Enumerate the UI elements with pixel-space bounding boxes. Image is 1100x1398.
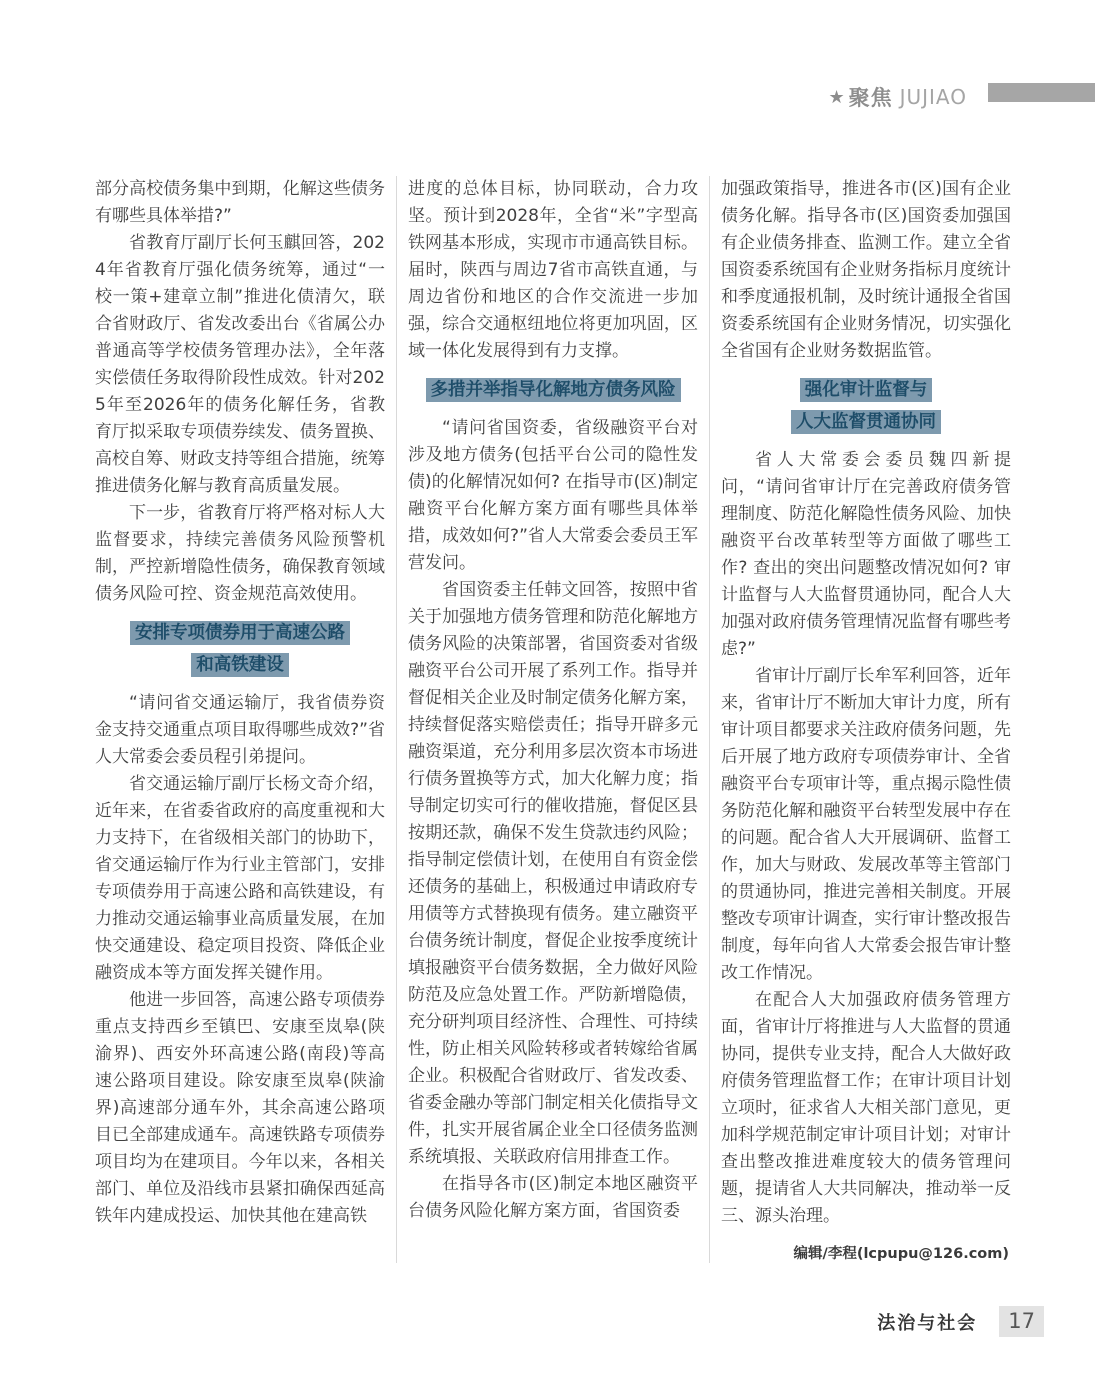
section-heading-line: 和高铁建设	[191, 653, 289, 677]
page-number: 17	[999, 1306, 1044, 1337]
paragraph: 省国资委主任韩文回答，按照中省关于加强地方债务管理和防范化解地方债务风险的决策部署，省国资委对省级融资平台公司开展了系列工作。指导并督促相关企业及时制定债务化解方案，持续督促落实赔偿责任；指导开辟多元融资渠道，充分利用多层次资本市场进行债务置换等方式，加大化解力度；指导制定切实可行的催收措施，督促区县按期还款，确保不发生贷款违约风险；指导制定偿债计划，在使用自有资金偿还债务的基础上，积极通过申请政府专用债等方式替换现有债务。建立融资平台债务统计制度，督促企业按季度统计填报融资平台债务数据，全力做好风险防范及应急处置工作。严防新增隐债，充分研判项目经济性、合理性、可持续性，防止相关风险转移或者转嫁给省属企业。积极配合省财政厅、省发改委、省委金融办等部门制定相关化债指导文件，扎实开展省属企业全口径债务监测系统填报、关联政府信用排查工作。	[408, 580, 698, 1167]
column-middle	[396, 176, 698, 1263]
section-banner	[828, 82, 967, 112]
section-heading-line: 强化审计监督与	[800, 378, 933, 402]
paragraph: 进度的总体目标，协同联动，合力攻坚。预计到2028年，全省“米”字型高铁网基本形成，实现市市通高铁目标。届时，陕西与周边7省市高铁直通，与周边省份和地区的合作交流进一步加强，综合交通枢纽地位将更加巩固，区域一体化发展得到有力支撑。	[408, 179, 698, 361]
paragraph: 下一步，省教育厅将严格对标人大监督要求，持续完善债务风险预警机制，严控新增隐性债务，确保教育领域债务风险可控、资金规范高效使用。	[95, 503, 385, 604]
column-left	[95, 176, 385, 1263]
journal-title: 法治与社会	[877, 1312, 978, 1334]
paragraph: 他进一步回答，高速公路专项债券重点支持西乡至镇巴、安康至岚皋(陕渝界)、西安外环高速公路(南段)等高速公路项目建设。除安康至岚皋(陕渝界)高速部分通车外，其余高速公路项目已全部建成通车。高速铁路专项债券项目均为在建项目。今年以来，各相关部门、单位及沿线市县紧扣确保西延高铁年内建成投运、加快其他在建高铁	[95, 990, 385, 1226]
star-icon: ★	[828, 86, 845, 108]
paragraph: 部分高校债务集中到期，化解这些债务有哪些具体举措?”	[95, 179, 385, 226]
paragraph: 在配合人大加强政府债务管理方面，省审计厅将推进与人大监督的贯通协同，提供专业支持，配合人大做好政府债务管理监督工作；在审计项目计划立项时，征求省人大相关部门意见，更加科学规范制定审计项目计划；对审计查出整改推进难度较大的债务管理问题，提请省人大共同解决，推动举一反三、源头治理。	[721, 990, 1011, 1226]
section-heading	[95, 617, 385, 681]
page-footer	[877, 1306, 1044, 1337]
header-bar	[988, 83, 1095, 102]
section-heading	[721, 374, 1011, 438]
section-heading-line: 多措并举指导化解地方债务风险	[426, 378, 681, 402]
paragraph: “请问省交通运输厅，我省债券资金支持交通重点项目取得哪些成效?”省人大常委会委员程引弟提问。	[95, 693, 385, 767]
section-title-zh: 聚焦	[848, 86, 893, 110]
paragraph: 省人大常委会委员魏四新提问，“请问省审计厅在完善政府债务管理制度、防范化解隐性债务风险、加快融资平台改革转型等方面做了哪些工作? 查出的突出问题整改情况如何? 审计监督与人大监督贯通协同，配合人大加强对政府债务管理情况监督有哪些考虑?”	[721, 450, 1011, 659]
page-header	[0, 82, 1100, 110]
paragraph: 省教育厅副厅长何玉麒回答，2024年省教育厅强化债务统筹，通过“一校一策+建章立制”推进化债清欠，联合省财政厅、省发改委出台《省属公办普通高等学校债务管理办法》，全年落实偿债任务取得阶段性成效。针对2025年至2026年的债务化解任务，省教育厅拟采取专项债券续发、债务置换、高校自筹、财政支持等组合措施，统筹推进债务化解与教育高质量发展。	[95, 233, 385, 496]
paragraph: 加强政策指导，推进各市(区)国有企业债务化解。指导各市(区)国资委加强国有企业债务排查、监测工作。建立全省国资委系统国有企业财务指标月度统计和季度通报机制，及时统计通报全省国资委系统国有企业财务情况，切实强化全省国有企业财务数据监管。	[721, 179, 1011, 361]
section-title-en: JUJIAO	[899, 85, 967, 109]
section-heading	[408, 374, 698, 406]
section-heading-line: 安排专项债券用于高速公路	[130, 621, 350, 645]
paragraph: 省交通运输厅副厅长杨文奇介绍，近年来，在省委省政府的高度重视和大力支持下，在省级相关部门的协助下，省交通运输厅作为行业主管部门，安排专项债券用于高速公路和高铁建设，有力推动交通运输事业高质量发展，在加快交通建设、稳定项目投资、降低企业融资成本等方面发挥关键作用。	[95, 774, 385, 983]
article-columns	[95, 176, 1011, 1263]
column-right	[709, 176, 1011, 1263]
section-heading-line: 人大监督贯通协同	[791, 410, 941, 434]
editor-credit: 编辑/李程(lcpupu@126.com)	[793, 1246, 1009, 1262]
paragraph: “请问省国资委，省级融资平台对涉及地方债务(包括平台公司的隐性发债)的化解情况如何? 在指导市(区)制定融资平台化解方案方面有哪些具体举措，成效如何?”省人大常委会委员王军营发问。	[408, 418, 698, 573]
paragraph: 省审计厅副厅长牟军利回答，近年来，省审计厅不断加大审计力度，所有审计项目都要求关注政府债务问题，先后开展了地方政府专项债券审计、全省融资平台专项审计等，重点揭示隐性债务防范化解和融资平台转型发展中存在的问题。配合省人大开展调研、监督工作，加大与财政、发展改革等主管部门的贯通协同，推进完善相关制度。开展整改专项审计调查，实行审计整改报告制度，每年向省人大常委会报告审计整改工作情况。	[721, 666, 1011, 983]
paragraph: 在指导各市(区)制定本地区融资平台债务风险化解方案方面，省国资委	[408, 1174, 698, 1221]
